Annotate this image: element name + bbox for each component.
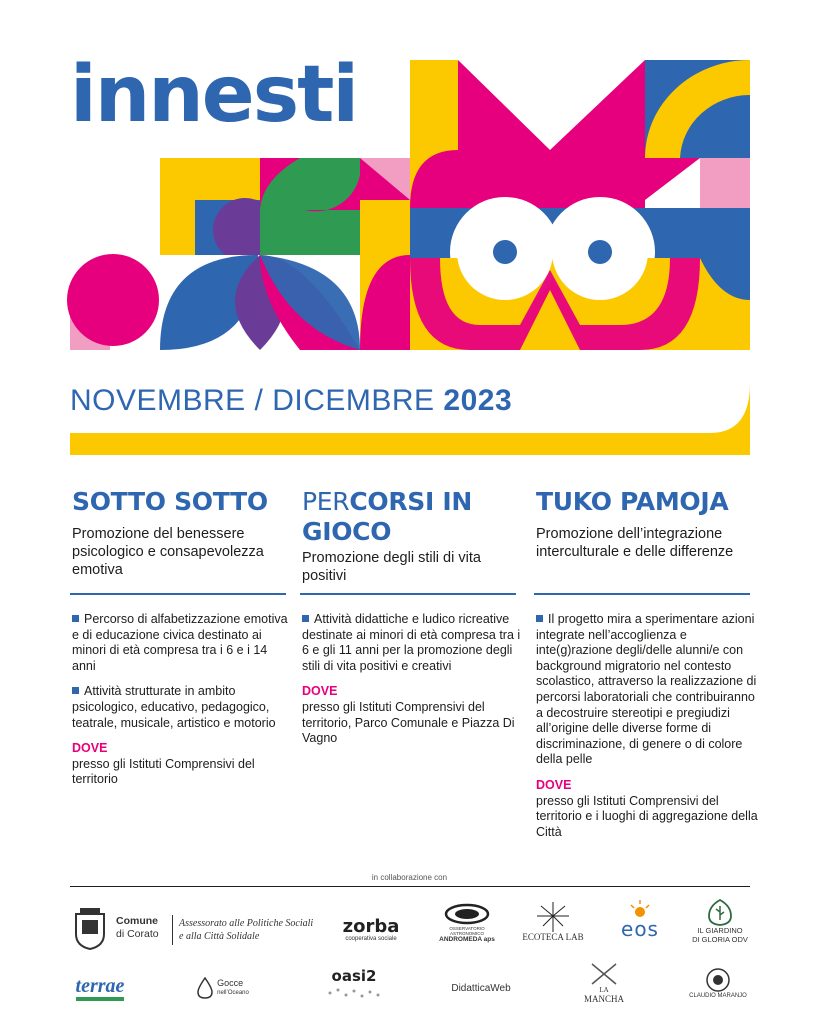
partner-la-mancha: LA MANCHA (576, 958, 632, 1008)
project-tuko-pamoja (536, 487, 758, 561)
project-details (536, 612, 758, 840)
partner-comune-corato (70, 906, 165, 950)
where-label: DOVE (72, 741, 108, 756)
partner-didatticaweb: DidatticaWeb (451, 982, 511, 994)
where-text: presso gli Istituti Comprensivi del territorio e i luoghi di aggregazione della Città (536, 793, 758, 839)
title-main: CORSI IN GIOCO (302, 487, 473, 546)
bullet-icon (72, 615, 79, 622)
comune-line2: di Corato (116, 928, 159, 940)
project-details (302, 612, 524, 747)
partner-oasi2: oasi2 (322, 962, 386, 1006)
partner-terrae: terrae (70, 970, 130, 1006)
galaxy-icon (444, 900, 490, 926)
detail-point: Attività strutturate in ambito psicologico, educativo, pedagogico, teatrale, musicale, artistico e motorio (72, 684, 276, 730)
partner-ecoteca-lab: ECOTECA LAB (522, 893, 584, 949)
sun-icon (628, 900, 652, 918)
where-label: DOVE (536, 777, 572, 792)
footer-divider (70, 886, 750, 887)
assessorato-line1: Assessorato alle Politiche Sociali (179, 918, 314, 929)
partner-andromeda: OSSERVATORIO ASTRONOMICO ANDROMEDA aps (432, 898, 502, 944)
drop-icon (197, 977, 213, 999)
partner-claudio-maranjo: CLAUDIO MARANJO (684, 960, 752, 1006)
collaboration-label: in collaborazione con (371, 873, 448, 882)
comune-line1: Comune (116, 915, 158, 927)
event-year: 2023 (443, 384, 513, 417)
project-subtitle: Promozione dell’integrazione interculturale e delle differenze (536, 526, 734, 560)
bullet-icon (72, 687, 79, 694)
title-prefix: PER (302, 487, 350, 516)
date-range: NOVEMBRE / DICEMBRE (70, 384, 444, 417)
where-text: presso gli Istituti Comprensivi del territorio, Parco Comunale e Piazza Di Vagno (302, 699, 515, 746)
column-divider (534, 593, 750, 595)
leaf-emblem-icon (707, 898, 733, 926)
assessorato-line2: e alla Città Solidale (179, 931, 260, 942)
partner-il-giardino: IL GIARDINO DI GLORIA ODV (688, 893, 752, 949)
partner-assessorato (172, 915, 332, 945)
partner-gocce-oceano: Gocce nell’Oceano (188, 972, 258, 1004)
project-subtitle: Promozione degli stili di vita positivi (302, 550, 481, 584)
detail-point: Il progetto mira a sperimentare azioni integrate nell’accoglienza e inte(g)razione degli/delle alunni/e con background migratorio nel contesto scolastico, attraverso la realizzazione di percorsi laboratoriali che contribuiranno a decostruire stereotipi e pregiudizi all’origine delle diverse forme di discriminazione, di genere o di colore della pelle (536, 612, 757, 767)
event-dates (70, 384, 512, 418)
project-title (302, 487, 524, 547)
partner-eos: eos (610, 895, 670, 945)
detail-point: Attività didattiche e ludico ricreative destinate ai minori di età compresa tra i 6 e gli 11 anni per la promozione degli stili di vita positivi e creativi (302, 612, 521, 673)
project-subtitle: Promozione del benessere psicologico e consapevolezza emotiva (72, 526, 264, 578)
dots-icon (326, 985, 382, 1001)
where-label: DOVE (302, 684, 338, 699)
project-sotto-sotto (72, 487, 294, 579)
bullet-icon (536, 615, 543, 622)
innesti-logo: innesti (70, 50, 358, 140)
round-emblem-icon (705, 967, 731, 993)
detail-point: Percorso di alfabetizzazione emotiva e di educazione civica destinato ai minori di età compresa tra i 6 e i 14 anni (72, 612, 288, 673)
partner-zorba: zorba cooperativa sociale (342, 916, 400, 942)
dandelion-icon (535, 900, 571, 932)
where-text: presso gli Istituti Comprensivi del territorio (72, 756, 255, 787)
coat-of-arms-icon (70, 906, 110, 950)
column-divider (70, 593, 286, 595)
project-percorsi-in-gioco (302, 487, 524, 585)
project-title: TUKO PAMOJA (536, 487, 729, 516)
project-title: SOTTO SOTTO (72, 487, 268, 516)
bullet-icon (302, 615, 309, 622)
project-details (72, 612, 294, 788)
windmill-icon (589, 962, 619, 986)
column-divider (300, 593, 516, 595)
